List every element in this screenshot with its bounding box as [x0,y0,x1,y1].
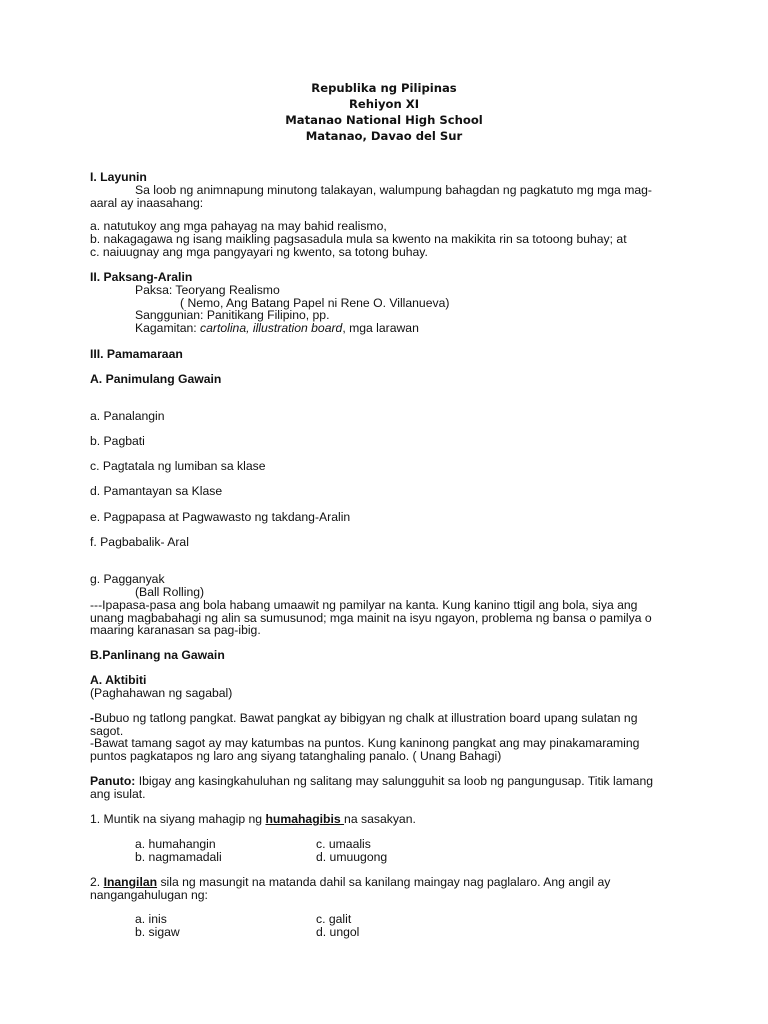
question-1 [90,813,416,826]
panimula-item-d: d. Pamantayan sa Klase [90,484,223,498]
q1-choice-d: d. umuugong [316,850,388,864]
q2-choice-a: a. inis [135,912,167,926]
q1-prefix: 1. Muntik na siyang mahagip ng [90,812,266,826]
sanggunian-line: Sanggunian: Panitikang Filipino, pp. [135,308,330,322]
panimula-item-e: e. Pagpapasa at Pagwawasto ng takdang-Aralin [90,510,351,524]
aktibiti-para2-line2: puntos pagkatapos ng laro ang siyang tatanghaling panalo. ( Unang Bahagi) [90,749,502,763]
panimula-item-a: a. Panalangin [90,409,165,423]
aktibiti-para1-line2: sagot. [90,724,124,738]
q2-prefix: 2. [90,875,104,889]
pagganyak-text-line2: unang magbabahagi ng alin sa sumusunod; mga mainit na isyu ngayon, problema ng bansa o pamilya o [90,611,652,625]
layunin-item-a: a. natutukoy ang mga pahayag na may bahid realismo, [90,219,387,233]
kagamitan-label: Kagamitan: [135,321,201,335]
header-line-region: Rehiyon XI [348,97,420,111]
q2-underlined-word: Inangilan [103,875,158,889]
kagamitan-rest: , mga larawan [342,321,419,335]
paksa-line: Paksa: Teoryang Realismo [135,283,280,297]
kagamitan-line [135,322,419,335]
layunin-item-b: b. nakagagawa ng isang maikling pagsasadula mula sa kwento na makikita rin sa totoong buhay; at [90,232,627,246]
document-header [0,80,768,144]
layunin-intro-line1: Sa loob ng animnapung minutong talakayan, walumpung bahagdan ng pagkatuto mg mga mag- [135,183,652,197]
aktibiti-title: A. Aktibiti [90,673,147,687]
panimulang-gawain-title: A. Panimulang Gawain [90,372,222,386]
section-pamamaraan-title: III. Pamamaraan [90,347,183,361]
pagganyak-text-line1: ---Ipapasa-pasa ang bola habang umaawit ng pamilyar na kanta. Kung kanino ttigil ang bola, siya ang [90,598,638,612]
question-2-line2: nangangahulugan ng: [90,888,208,902]
pagganyak-sub: (Ball Rolling) [135,585,205,599]
paksa-source-line: ( Nemo, Ang Batang Papel ni Rene O. Villanueva) [180,296,450,310]
q2-choice-c: c. galit [316,912,352,926]
section-layunin-title: I. Layunin [90,170,147,184]
aktibiti-dash: - [90,711,95,725]
panlinang-gawain-title: B.Panlinang na Gawain [90,648,225,662]
header-line-republic: Republika ng Pilipinas [311,81,457,95]
pagganyak-text-line3: maaring karanasan sa pag-ibig. [90,623,261,637]
q1-choice-c: c. umaalis [316,837,371,851]
aktibiti-sub: (Paghahawan ng sagabal) [90,686,233,700]
section-paksang-aralin-title: II. Paksang-Aralin [90,270,193,284]
layunin-item-c: c. naiuugnay ang mga pangyayari ng kwento, sa totong buhay. [90,245,428,259]
q2-suffix: sila ng masungit na matanda dahil sa kanilang maingay nag paglalaro. Ang angil ay [157,875,611,889]
header-line-school: Matanao National High School [285,113,483,127]
panimula-item-c: c. Pagtatala ng lumiban sa klase [90,459,266,473]
aktibiti-para1-text: Bubuo ng tatlong pangkat. Bawat pangkat ay bibigyan ng chalk at illustration board upang sulatan ng [94,711,638,725]
q2-choice-b: b. sigaw [135,925,180,939]
aktibiti-para1-line1 [90,712,637,725]
panimula-item-b: b. Pagbati [90,434,145,448]
q1-choice-b: b. nagmamadali [135,850,222,864]
kagamitan-italic: cartolina, illustration board [200,321,343,335]
aktibiti-para2-line1: -Bawat tamang sagot ay may katumbas na puntos. Kung kaninong pangkat ang may pinakamaraming [90,736,640,750]
panuto-line2: ang isulat. [90,787,146,801]
pagganyak-title: g. Pagganyak [90,572,165,586]
layunin-intro-line2: aaral ay inaasahang: [90,196,204,210]
q1-underlined-word: humahagibis [265,812,345,826]
panuto-line1 [90,775,653,788]
panuto-label: Panuto: [90,774,136,788]
q2-choice-d: d. ungol [316,925,360,939]
panuto-text: Ibigay ang kasingkahuluhan ng salitang may salungguhit sa loob ng pangungusap. Titik lamang [135,774,654,788]
q1-suffix: na sasakyan. [344,812,416,826]
panimula-item-f: f. Pagbabalik- Aral [90,535,189,549]
header-line-location: Matanao, Davao del Sur [305,129,463,143]
q1-choice-a: a. humahangin [135,837,216,851]
